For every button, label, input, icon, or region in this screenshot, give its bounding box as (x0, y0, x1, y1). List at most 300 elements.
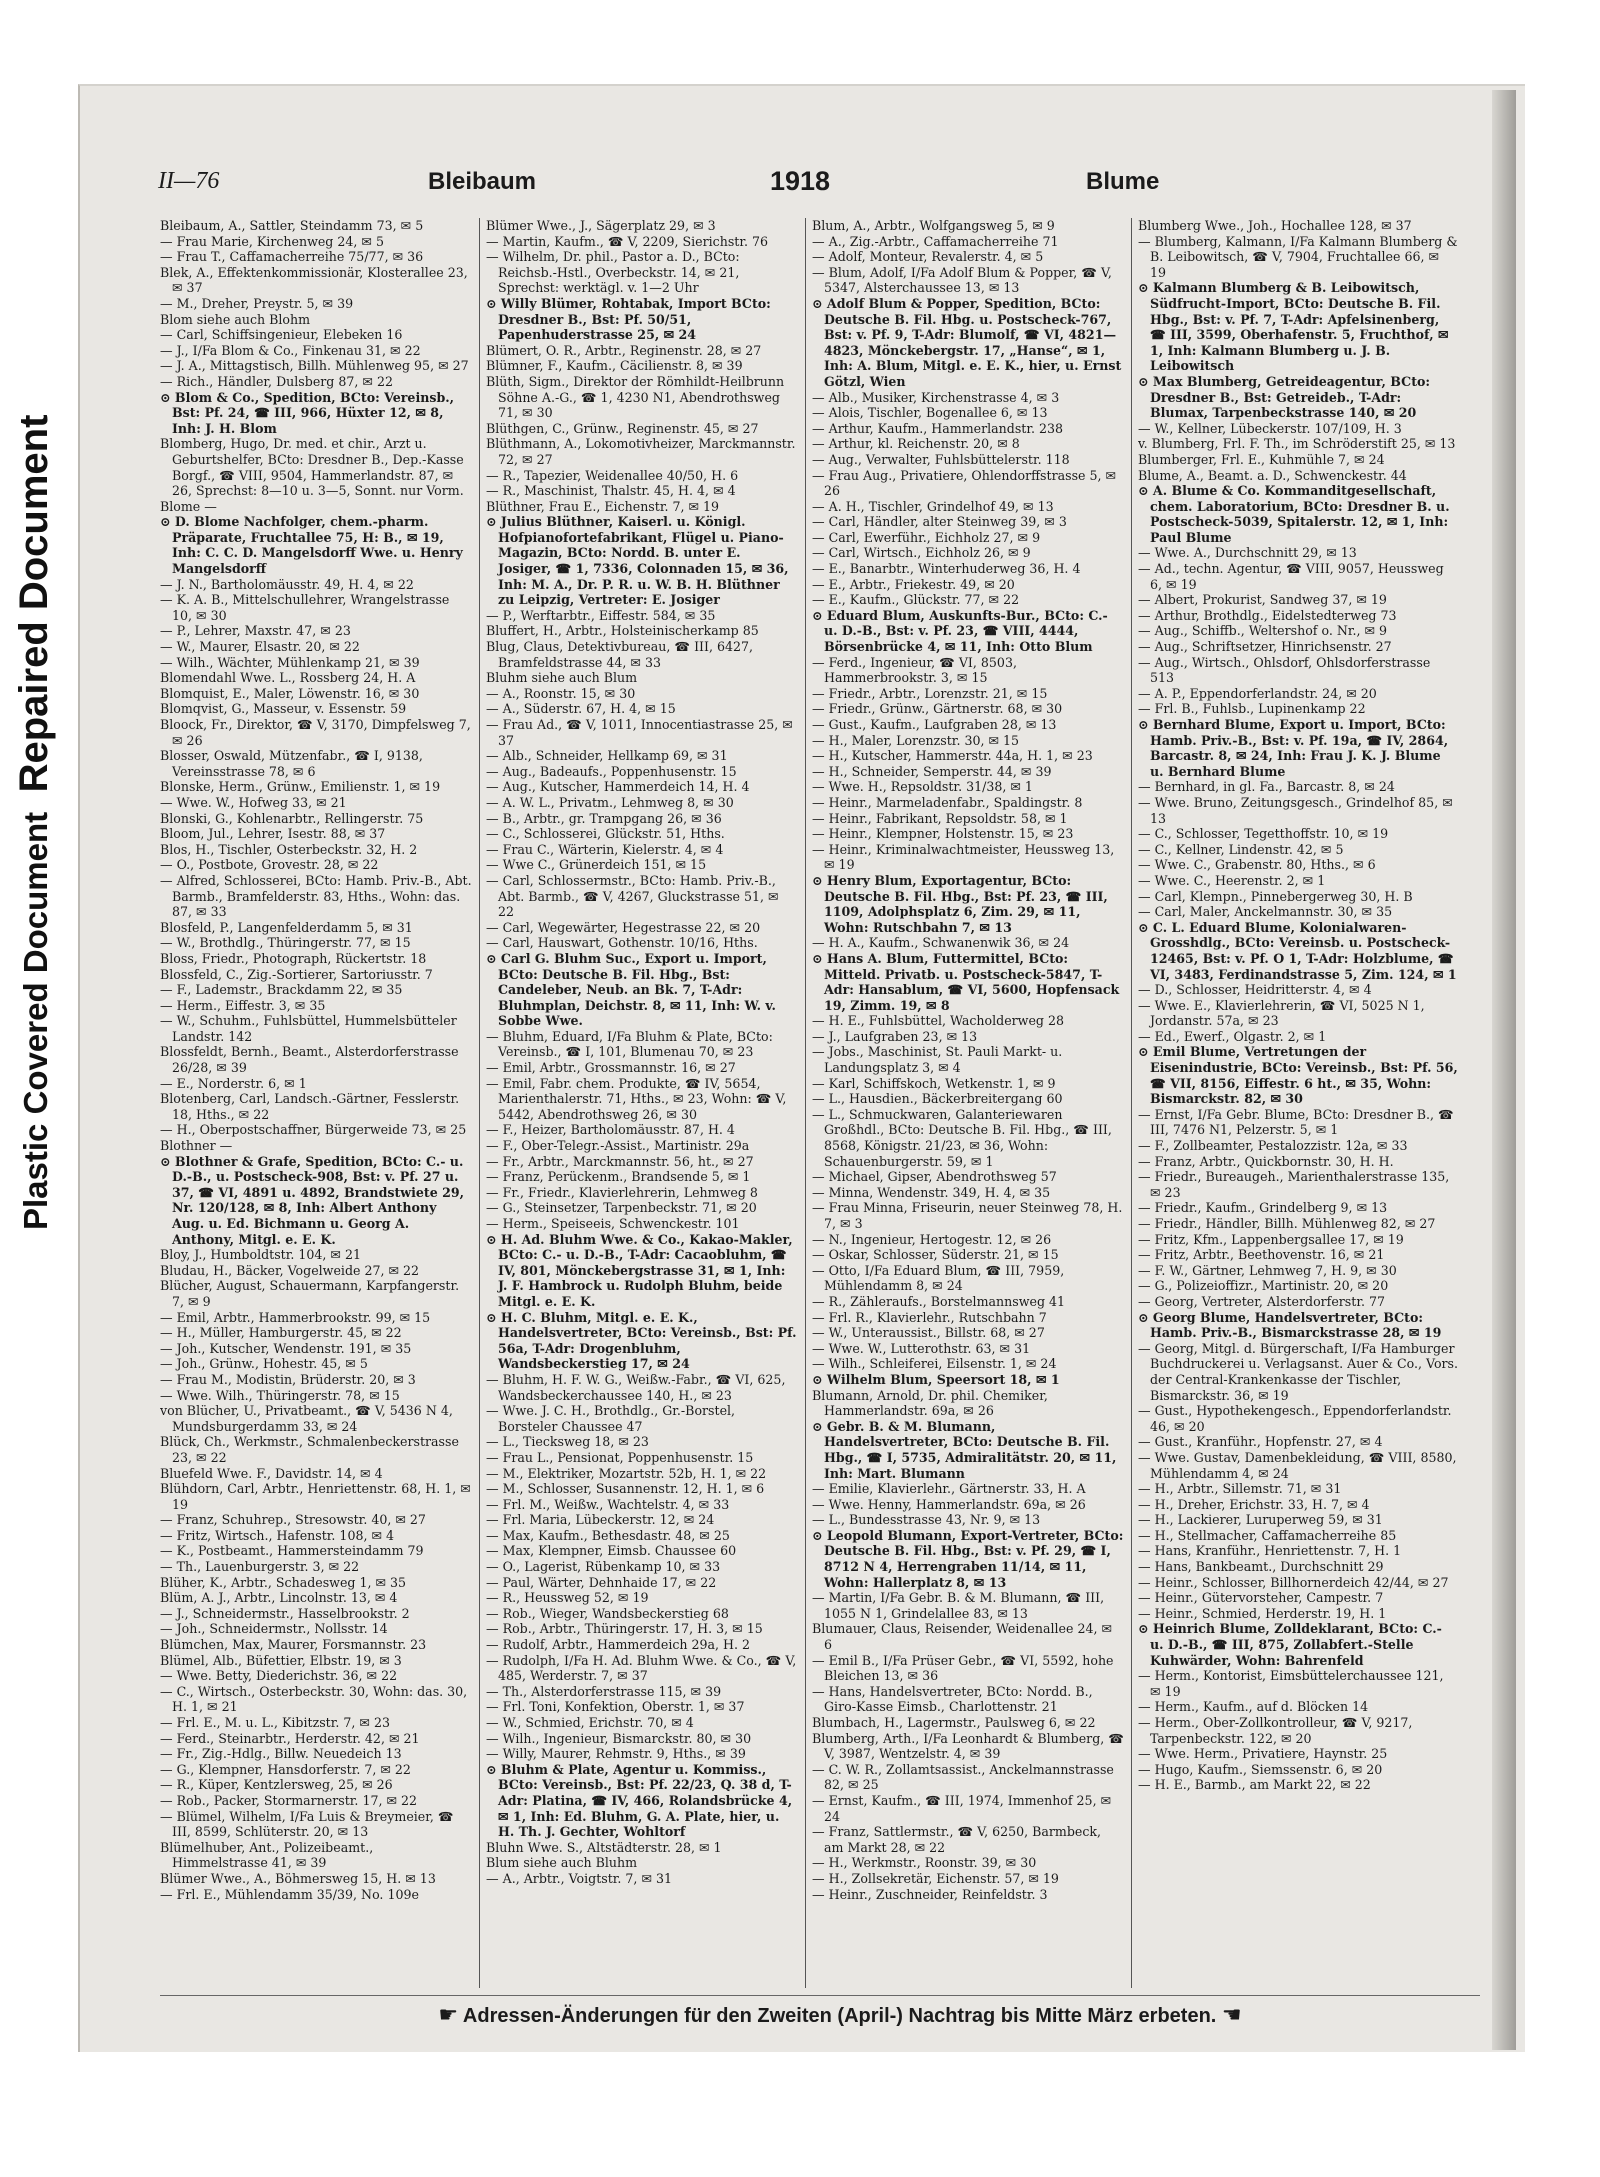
directory-entry: Blüth, Sigm., Direktor der Römhildt-Heilbrunn Söhne A.-G., ☎ 1, 4230 N1, Abendrothsweg 71, ✉ 30 (486, 373, 785, 421)
directory-entry: — Aug., Wirtsch., Ohlsdorf, Ohlsdorferstrasse 513 (1138, 654, 1431, 686)
directory-entry: — G., Steinsetzer, Tarpenbeckstr. 71, ✉ 20 (486, 1200, 757, 1216)
directory-entry: — H., Maler, Lorenzstr. 30, ✉ 15 (812, 732, 1020, 748)
directory-entry: — Franz, Schuhrep., Stresowstr. 40, ✉ 27 (160, 1512, 426, 1528)
directory-entry: — Fr., Arbtr., Marckmannstr. 56, ht., ✉ 27 (486, 1153, 754, 1169)
directory-entry: Bluefeld Wwe. F., Davidstr. 14, ✉ 4 (160, 1465, 383, 1481)
directory-entry: Blümert, O. R., Arbtr., Reginenstr. 28, ✉ 27 (486, 342, 762, 358)
directory-entry: — Rich., Händler, Dulsberg 87, ✉ 22 (160, 373, 393, 389)
directory-entry: — Emil, Fabr. chem. Produkte, ☎ IV, 5654, Marienthalerstr. 71, Hths., ✉ 23, Wohn: ☎ V, 5442, Abendrothsweg 26, ✉ 30 (486, 1075, 787, 1122)
directory-entry: — Aug., Badeaufs., Poppenhusenstr. 15 (486, 763, 737, 779)
firm-entry: ⊙ A. Blume & Co. Kommanditgesellschaft, chem. Laboratorium, BCto: Dresdner B. u. Postscheck-5039, Spitalerstr. 12, ✉ 1, Inh: Paul Blume (1138, 483, 1450, 545)
directory-entry: — Wwe. W., Lutterothstr. 63, ✉ 31 (812, 1340, 1031, 1356)
firm-entry: ⊙ Willy Blümer, Rohtabak, Import BCto: Dresdner B., Bst: Pf. 50/51, Papenhuderstrasse 25, ✉ 24 (486, 295, 771, 343)
directory-entry: — Herm., Eiffestr. 3, ✉ 35 (160, 997, 326, 1013)
directory-entry: — G., Polizeioffizr., Martinistr. 20, ✉ 20 (1138, 1278, 1389, 1294)
directory-entry: Blotenberg, Carl, Landsch.-Gärtner, Fesslerstr. 18, Hths., ✉ 22 (160, 1091, 460, 1122)
directory-entry: — R., Küper, Kentzlersweg, 25, ✉ 26 (160, 1777, 393, 1793)
directory-entry: — Wwe. J. C. H., Brothdlg., Gr.-Borstel, Borsteler Chaussee 47 (486, 1403, 736, 1434)
directory-entry: — H., Werkmstr., Roonstr. 39, ✉ 30 (812, 1855, 1037, 1871)
directory-entry: — Ernst, I/Fa Gebr. Blume, BCto: Dresdner B., ☎ III, 7476 N1, Pelzerstr. 5, ✉ 1 (1138, 1106, 1454, 1138)
firm-entry: ⊙ Julius Blüthner, Kaiserl. u. Königl. Hofpianofortefabrikant, Flügel u. Piano-Magazin, BCto: Nordd. B. unter E. Josiger, ☎ 1, 7336, Colonnaden 15, ✉ 36, Inh: M. A., Dr. P. R. u. W. B. H. Blüthner zu Leipzig, Vertreter: E. Josiger (486, 514, 789, 608)
directory-entry: Blothner — (160, 1138, 233, 1154)
directory-entry: — Frau Aug., Privatiere, Ohlendorffstrasse 5, ✉ 26 (812, 467, 1117, 499)
directory-entry: — Carl, Hauswart, Gothenstr. 10/16, Hths. (486, 935, 758, 951)
directory-entry: — Hans, Kranführ., Henriettenstr. 7, H. 1 (1138, 1543, 1402, 1559)
directory-entry: Blumberg Wwe., Joh., Hochallee 128, ✉ 37 (1138, 218, 1412, 233)
directory-entry: — Blum, Adolf, I/Fa Adolf Blum & Popper, ☎ V, 5347, Alsterchaussee 13, ✉ 13 (812, 264, 1112, 296)
directory-entry: — Jobs., Maschinist, St. Pauli Markt- u. Landungsplatz 3, ✉ 4 (812, 1044, 1063, 1076)
firm-entry: ⊙ Blothner & Grafe, Spedition, BCto: C.- u. D.-B., u. Postscheck-908, Bst: v. Pf. 27 u. 37, ☎ VI, 4891 u. 4892, Brandstwiete 29, Nr. 120/128, ✉ 8, Inh: Albert Anthony Aug. u. Ed. Bichmann u. Georg A. Anthony, Mitgl. e. E. K. (160, 1153, 465, 1247)
directory-entry: — Joh., Schneidermstr., Nollsstr. 14 (160, 1621, 388, 1637)
directory-entry: — Ed., Ewerf., Olgastr. 2, ✉ 1 (1138, 1028, 1327, 1044)
firm-entry: ⊙ Blom & Co., Spedition, BCto: Vereinsb., Bst: Pf. 24, ☎ III, 966, Hüxter 12, ✉ 8, Inh: J. H. Blom (160, 389, 455, 436)
directory-entry: — K. A. B., Mittelschullehrer, Wrangelstrasse 10, ✉ 30 (160, 592, 450, 623)
directory-entry: — Rudolph, I/Fa H. Ad. Bluhm Wwe. & Co., ☎ V, 485, Werderstr. 7, ✉ 37 (486, 1652, 797, 1684)
directory-entry: — H., Zollsekretär, Eichenstr. 57, ✉ 19 (812, 1870, 1059, 1886)
directory-entry: — Frl. B., Fuhlsb., Lupinenkamp 22 (1138, 701, 1366, 717)
directory-entry: — Alfred, Schlosserei, BCto: Hamb. Priv.-B., Abt. Barmb., Bramfelderstr. 83, Hths., Wohn: das. 87, ✉ 33 (160, 872, 472, 920)
directory-entry: — Wwe. E., Klavierlehrerin, ☎ VI, 5025 N 1, Jordanstr. 57a, ✉ 23 (1138, 997, 1425, 1029)
directory-entry: — O., Lagerist, Rübenkamp 10, ✉ 33 (486, 1559, 721, 1575)
directory-entry: — Carl, Klempn., Pinnebergerweg 30, H. B (1138, 888, 1413, 904)
directory-entry: — W., Kellner, Lübeckerstr. 107/109, H. 3 (1138, 420, 1402, 436)
directory-entry: — Heinr., Gütervorsteher, Campestr. 7 (1138, 1590, 1384, 1606)
directory-entry: Bluhm siehe auch Blum (486, 670, 638, 686)
directory-entry: Blome — (160, 498, 217, 514)
column-divider (1131, 218, 1132, 1988)
column-3 (812, 218, 1124, 1988)
firm-entry: ⊙ Kalmann Blumberg & B. Leibowitsch, Südfrucht-Import, BCto: Deutsche B. Fil. Hbg., Bst: v. Pf. 7, T-Adr: Apfelsinenberg, ☎ III, 3599, Oberhafenstr. 5, Fruchthof, ✉ 1, Inh: Kalmann Blumberg u. J. B. Leibowitsch (1138, 280, 1449, 374)
directory-entry: Bludau, H., Bäcker, Vogelweide 27, ✉ 22 (160, 1262, 420, 1278)
directory-entry: — Alb., Musiker, Kirchenstrasse 4, ✉ 3 (812, 389, 1060, 405)
directory-entry: Blümer Wwe., J., Sägerplatz 29, ✉ 3 (486, 218, 716, 233)
page-header (158, 164, 1158, 204)
firm-entry: ⊙ Adolf Blum & Popper, Spedition, BCto: Deutsche B. Fil. Hbg. u. Postscheck-767, Bst: v. Pf. 9, T-Adr: Blumolf, ☎ VI, 4821—4823, Mönckebergstr. 17, „Hanse“, ✉ 1, Inh: A. Blum, Mitgl. e. E. K., hier, u. Ernst Götzl, Wien (812, 295, 1122, 389)
directory-entry: — E., Banarbtr., Winterhuderweg 36, H. 4 (812, 561, 1081, 577)
directory-entry: — Carl, Ewerführ., Eichholz 27, ✉ 9 (812, 529, 1041, 545)
directory-entry: — W., Schuhm., Fuhlsbüttel, Hummelsbütteler Landstr. 142 (160, 1013, 457, 1044)
directory-entry: — Friedr., Kaufm., Grindelberg 9, ✉ 13 (1138, 1200, 1388, 1216)
directory-entry: — Friedr., Händler, Billh. Mühlenweg 82, ✉ 27 (1138, 1216, 1436, 1231)
directory-entry: — A., Roonstr. 15, ✉ 30 (486, 685, 636, 701)
directory-entry: — Rob., Arbtr., Thüringerstr. 17, H. 3, ✉ 15 (486, 1621, 763, 1637)
directory-entry: — Herm., Kaufm., auf d. Blöcken 14 (1138, 1699, 1369, 1715)
directory-entry: — L., Hausdien., Bäckerbreitergang 60 (812, 1091, 1063, 1107)
directory-entry: — Frau M., Modistin, Brüderstr. 20, ✉ 3 (160, 1371, 416, 1387)
directory-entry: — Gust., Hypothekengesch., Eppendorferlandstr. 46, ✉ 20 (1138, 1403, 1452, 1434)
directory-entry: Blossfeld, C., Zig.-Sortierer, Sartoriusstr. 7 (160, 966, 433, 982)
firm-entry: ⊙ Heinrich Blume, Zolldeklarant, BCto: C.- u. D.-B., ☎ III, 875, Zollabfert.-Stelle Kuhwärder, Wohn: Bahrenfeld (1138, 1621, 1442, 1668)
directory-entry: — H., Lackierer, Luruperweg 59, ✉ 31 (1138, 1512, 1383, 1528)
directory-entry: — E., Norderstr. 6, ✉ 1 (160, 1075, 307, 1091)
directory-entry: — O., Postbote, Grovestr. 28, ✉ 22 (160, 857, 379, 873)
directory-entry: — Frau Ad., ☎ V, 1011, Innocentiastrasse 25, ✉ 37 (486, 717, 793, 748)
directory-entry: — Wilh., Wächter, Mühlenkamp 21, ✉ 39 (160, 654, 420, 670)
directory-entry: — F., Lademstr., Brackdamm 22, ✉ 35 (160, 982, 403, 998)
directory-entry: Blomqvist, G., Masseur, v. Essenstr. 59 (160, 701, 407, 717)
directory-entry: — Friedr., Bureaugeh., Marienthalerstrasse 135, ✉ 23 (1138, 1169, 1450, 1200)
directory-entry: Bluhn Wwe. S., Altstädterstr. 28, ✉ 1 (486, 1839, 722, 1855)
directory-entry: — Frau T., Caffamacherreihe 75/77, ✉ 36 (160, 249, 424, 265)
directory-entry: — Heinr., Schmied, Herderstr. 19, H. 1 (1138, 1605, 1387, 1621)
firm-entry: ⊙ Eduard Blum, Auskunfts-Bur., BCto: C.- u. D.-B., Bst: v. Pf. 23, ☎ VIII, 4444, Börsenbrücke 4, ✉ 11, Inh: Otto Blum (812, 607, 1108, 655)
directory-entry: — Fr., Friedr., Klavierlehrerin, Lehmweg 8 (486, 1184, 758, 1200)
directory-entry: — Arthur, Kaufm., Hammerlandstr. 238 (812, 420, 1064, 436)
directory-entry: — K., Postbeamt., Hammersteindamm 79 (160, 1543, 424, 1559)
directory-entry: — C., Schlosserei, Glückstr. 51, Hths. (486, 826, 725, 842)
directory-entry: — Wwe. Gustav, Damenbekleidung, ☎ VIII, 8580, Mühlendamm 4, ✉ 24 (1138, 1449, 1457, 1481)
directory-entry: — R., Tapezier, Weidenallee 40/50, H. 6 (486, 467, 739, 483)
directory-entry: — Wwe. Wilh., Thüringerstr. 78, ✉ 15 (160, 1387, 400, 1403)
directory-entry: Blück, Ch., Werkmstr., Schmalenbeckerstrasse 23, ✉ 22 (160, 1434, 459, 1465)
directory-entry: — Wwe. W., Hofweg 33, ✉ 21 (160, 794, 347, 810)
directory-entry: — Heinr., Schlosser, Billhornerdeich 42/44, ✉ 27 (1138, 1574, 1449, 1590)
directory-entry: — M., Elektriker, Mozartstr. 52b, H. 1, ✉ 22 (486, 1465, 767, 1481)
footer-notice (300, 2002, 1380, 2032)
directory-entry: Blumberg, Arth., I/Fa Leonhardt & Blumberg, ☎ V, 3987, Wentzelstr. 4, ✉ 39 (812, 1730, 1124, 1762)
directory-entry: — Emil B., I/Fa Prüser Gebr., ☎ VI, 5592, hohe Bleichen 13, ✉ 36 (812, 1652, 1114, 1684)
directory-entry: Blum siehe auch Bluhm (486, 1855, 638, 1871)
directory-entry: — A., Arbtr., Voigtstr. 7, ✉ 31 (486, 1870, 673, 1886)
directory-entry: Bloom, Jul., Lehrer, Isestr. 88, ✉ 37 (160, 826, 386, 842)
directory-entry: Blüthner, Frau E., Eichenstr. 7, ✉ 19 (486, 498, 720, 514)
firm-entry: ⊙ Hans A. Blum, Futtermittel, BCto: Mitteld. Privatb. u. Postscheck-5847, T-Adr: Hansablum, ☎ VI, 5600, Hopfensack 19, Zimm. 19, ✉ 8 (812, 950, 1120, 1013)
directory-entry: — Minna, Wendenstr. 349, H. 4, ✉ 35 (812, 1184, 1051, 1200)
directory-entry: — Michael, Gipser, Abendrothsweg 57 (812, 1169, 1057, 1185)
directory-entry: — Heinr., Zuschneider, Reinfeldstr. 3 (812, 1886, 1048, 1902)
directory-entry: — N., Ingenieur, Hertogestr. 12, ✉ 26 (812, 1231, 1052, 1247)
firm-entry: ⊙ Max Blumberg, Getreideagentur, BCto: Dresdner B., Bst: Getreideb., T-Adr: Blumax, Tarpenbeckstrasse 140, ✉ 20 (1138, 373, 1431, 421)
directory-entry: — Frl. E., M. u. L., Kibitzstr. 7, ✉ 23 (160, 1715, 390, 1730)
directory-entry: Blümer Wwe., A., Böhmersweg 15, H. ✉ 13 (160, 1870, 436, 1886)
directory-entry: — J. N., Bartholomäusstr. 49, H. 4, ✉ 22 (160, 576, 414, 592)
directory-entry: — Franz, Arbtr., Quickbornstr. 30, H. H. (1138, 1153, 1394, 1169)
directory-entry: — Carl, Maler, Anckelmannstr. 30, ✉ 35 (1138, 904, 1393, 920)
firm-entry: ⊙ Bluhm & Plate, Agentur u. Kommiss., BCto: Vereinsb., Bst: Pf. 22/23, Q. 38 d, T-Adr: Platina, ☎ IV, 466, Rolandsbrücke 4, ✉ 1, Inh: Ed. Bluhm, G. A. Plate, hier, u. H. Th. J. Gechter, Wohltorf (486, 1761, 793, 1840)
footer-text: Adressen-Änderungen für den Zweiten (April-) Nachtrag bis Mitte März erbeten. (462, 2005, 1217, 2027)
directory-entry: — Heinr., Kriminalwachtmeister, Heussweg 13, ✉ 19 (812, 841, 1115, 873)
directory-entry: — Carl, Wirtsch., Eichholz 26, ✉ 9 (812, 545, 1031, 561)
column-4 (1138, 218, 1458, 1988)
directory-entry: — Paul, Wärter, Dehnhaide 17, ✉ 22 (486, 1574, 717, 1590)
directory-entry: — Wwe. A., Durchschnitt 29, ✉ 13 (1138, 545, 1357, 561)
directory-entry: Blum, A., Arbtr., Wolfgangsweg 5, ✉ 9 (812, 218, 1055, 233)
directory-entry: Bloock, Fr., Direktor, ☎ V, 3170, Dimpfelsweg 7, ✉ 26 (160, 717, 471, 748)
directory-entry: — Hans, Bankbeamt., Durchschnitt 29 (1138, 1559, 1384, 1575)
directory-entry: — Ferd., Ingenieur, ☎ VI, 8503, Hammerbrookstr. 3, ✉ 15 (812, 654, 1017, 686)
directory-entry: — Willy, Maurer, Rehmstr. 9, Hths., ✉ 39 (486, 1746, 746, 1762)
directory-entry: — Wwe. C., Heerenstr. 2, ✉ 1 (1138, 872, 1326, 888)
directory-entry: — H., Oberpostschaffner, Bürgerweide 73, ✉ 25 (160, 1122, 467, 1138)
directory-entry: — Hugo, Kaufm., Siemssenstr. 6, ✉ 20 (1138, 1761, 1383, 1777)
directory-entry: — H., Dreher, Erichstr. 33, H. 7, ✉ 4 (1138, 1496, 1370, 1512)
directory-entry: — P., Lehrer, Maxstr. 47, ✉ 23 (160, 623, 351, 639)
directory-entry: Blumbach, H., Lagermstr., Paulsweg 6, ✉ 22 (812, 1715, 1096, 1730)
directory-entry: — Joh., Grünw., Hohestr. 45, ✉ 5 (160, 1356, 368, 1372)
pointing-hand-left-icon: ☚ (1221, 2002, 1242, 2027)
directory-entry: — Arthur, Brothdlg., Eidelstedterweg 73 (1138, 607, 1397, 623)
directory-entry: v. Blumberg, Frl. F. Th., im Schröderstift 25, ✉ 13 (1138, 436, 1456, 452)
directory-entry: — Ernst, Kaufm., ☎ III, 1974, Immenhof 25, ✉ 24 (812, 1792, 1112, 1824)
directory-entry: — F., Zollbeamter, Pestalozzistr. 12a, ✉ 33 (1138, 1138, 1408, 1154)
directory-entry: — H., Schneider, Semperstr. 44, ✉ 39 (812, 763, 1052, 779)
directory-entry: Blumann, Arnold, Dr. phil. Chemiker, Hammerlandstr. 69a, ✉ 26 (812, 1387, 1048, 1419)
directory-entry: — Emil, Arbtr., Hammerbrookstr. 99, ✉ 15 (160, 1309, 431, 1325)
directory-entry: — G., Klempner, Hansdorferstr. 7, ✉ 22 (160, 1761, 411, 1777)
directory-entry: — Hans, Handelsvertreter, BCto: Nordd. B., Giro-Kasse Eimsb., Charlottenstr. 21 (812, 1683, 1093, 1715)
directory-entry: — C., Kellner, Lindenstr. 42, ✉ 5 (1138, 841, 1344, 857)
directory-entry: Blomberg, Hugo, Dr. med. et chir., Arzt u. Geburtshelfer, BCto: Dresdner B., Dep.-Kasse Borgf., ☎ VIII, 9504, Hammerlandstr. 87, ✉ 26, Sprechst: 8—10 u. 3—5, Sonnt. nur Vorm. (160, 436, 464, 499)
header-first-entry: Bleibaum (428, 168, 537, 195)
directory-entry: — H. E., Fuhlsbüttel, Wacholderweg 28 (812, 1013, 1065, 1029)
directory-entry: Bloss, Friedr., Photograph, Rückertstr. 18 (160, 950, 427, 966)
directory-entry: Blücher, August, Schauermann, Karpfangerstr. 7, ✉ 9 (160, 1278, 460, 1309)
directory-entry: — Fritz, Kfm., Lappenbergsallee 17, ✉ 19 (1138, 1231, 1404, 1247)
directory-entry: — Friedr., Arbtr., Lorenzstr. 21, ✉ 15 (812, 685, 1048, 701)
side-label-plastic: Plastic Covered Document (17, 811, 54, 1230)
directory-entry: — R., Zähleraufs., Borstelmannsweg 41 (812, 1293, 1066, 1309)
firm-entry: ⊙ H. C. Bluhm, Mitgl. e. E. K., Handelsvertreter, BCto: Vereinsb., Bst: Pf. 56a, T-Adr: Drogenbluhm, Wandsbeckerstieg 17, ✉ 24 (486, 1309, 797, 1372)
directory-entry: Blomendahl Wwe. L., Rossberg 24, H. A (160, 670, 416, 686)
side-label (12, 415, 57, 1230)
column-divider (805, 218, 806, 1988)
directory-entry: — Wilh., Schleiferei, Eilsenstr. 1, ✉ 24 (812, 1356, 1057, 1372)
directory-entry: — Emilie, Klavierlehr., Gärtnerstr. 33, H. A (812, 1481, 1086, 1497)
directory-entry: — Albert, Prokurist, Sandweg 37, ✉ 19 (1138, 592, 1387, 608)
directory-entry: — Ferd., Steinarbtr., Herderstr. 42, ✉ 21 (160, 1730, 420, 1746)
column-1 (160, 218, 472, 1988)
directory-entry: — Rob., Packer, Stormarnerstr. 17, ✉ 22 (160, 1792, 418, 1808)
firm-entry: ⊙ Carl G. Bluhm Suc., Export u. Import, BCto: Deutsche B. Fil. Hbg., Bst: Candeleber, Neub. an Bk. 7, T-Adr: Bluhmplan, Deichstr. 8, ✉ 11, Inh: W. v. Sobbe Wwe. (486, 950, 776, 1029)
directory-entry: — Bluhm, H. F. W. G., Weißw.-Fabr., ☎ VI, 625, Wandsbeckerchaussee 140, H., ✉ 23 (486, 1371, 786, 1403)
directory-entry: — R., Maschinist, Thalstr. 45, H. 4, ✉ 4 (486, 483, 736, 499)
directory-entry: — B., Arbtr., gr. Trampgang 26, ✉ 36 (486, 810, 722, 826)
directory-entry: — W., Schmied, Erichstr. 70, ✉ 4 (486, 1715, 694, 1730)
page-edge (1492, 90, 1516, 2050)
directory-entry: — J. A., Mittagstisch, Billh. Mühlenweg 95, ✉ 27 (160, 358, 469, 374)
directory-entry: Blos, H., Tischler, Osterbeckstr. 32, H. 2 (160, 841, 418, 857)
footer-rule (160, 1995, 1480, 1996)
directory-entry: — A., Süderstr. 67, H. 4, ✉ 15 (486, 701, 676, 717)
directory-entry: Blom siehe auch Blohm (160, 311, 311, 327)
directory-entry: — A. P., Eppendorferlandstr. 24, ✉ 20 (1138, 685, 1377, 701)
directory-entry: Blüthgen, C., Grünw., Reginenstr. 45, ✉ 27 (486, 420, 759, 436)
column-divider (479, 218, 480, 1988)
directory-entry: — Emil, Arbtr., Grossmannstr. 16, ✉ 27 (486, 1060, 736, 1076)
directory-entry: — Wwe. Bruno, Zeitungsgesch., Grindelhof 85, ✉ 13 (1138, 794, 1453, 826)
directory-entry: Blug, Claus, Detektivbureau, ☎ III, 6427, Bramfeldstrasse 44, ✉ 33 (486, 639, 754, 670)
directory-entry: — Carl, Wegewärter, Hegestrasse 22, ✉ 20 (486, 919, 761, 935)
directory-entry: — F., Heizer, Bartholomäusstr. 87, H. 4 (486, 1122, 735, 1138)
directory-entry: Blümel, Alb., Büfettier, Elbstr. 19, ✉ 3 (160, 1652, 402, 1668)
directory-entry: — J., Laufgraben 23, ✉ 13 (812, 1028, 978, 1044)
directory-entry: — H., Kutscher, Hammerstr. 44a, H. 1, ✉ 23 (812, 748, 1093, 764)
directory-entry: — Frau Marie, Kirchenweg 24, ✉ 5 (160, 233, 384, 249)
directory-entry: — Adolf, Monteur, Revalerstr. 4, ✉ 5 (812, 249, 1044, 265)
directory-entry: Bluffert, H., Arbtr., Holsteinischerkamp 85 (486, 623, 759, 639)
directory-entry: — Arthur, kl. Reichenstr. 20, ✉ 8 (812, 436, 1020, 452)
directory-entry: — Aug., Schriftsetzer, Hinrichsenstr. 27 (1138, 639, 1392, 655)
directory-entry: — Wwe. Henny, Hammerlandstr. 69a, ✉ 26 (812, 1496, 1086, 1512)
directory-entry: — Frl. R., Klavierlehr., Rutschbahn 7 (812, 1309, 1047, 1325)
directory-entry: — Heinr., Fabrikant, Repsoldstr. 58, ✉ 1 (812, 810, 1068, 826)
directory-entry: — Joh., Kutscher, Wendenstr. 191, ✉ 35 (160, 1340, 412, 1356)
directory-entry: — Fritz, Wirtsch., Hafenstr. 108, ✉ 4 (160, 1527, 395, 1543)
directory-entry: — Blümel, Wilhelm, I/Fa Luis & Breymeier, ☎ III, 8599, Schlüterstr. 20, ✉ 13 (160, 1808, 454, 1840)
directory-entry: Blüm, A. J., Arbtr., Lincolnstr. 13, ✉ 4 (160, 1590, 398, 1606)
directory-entry: Blomquist, E., Maler, Löwenstr. 16, ✉ 30 (160, 685, 420, 701)
directory-entry: Blümner, F., Kaufm., Cäcilienstr. 8, ✉ 39 (486, 358, 743, 374)
directory-entry: — Bernhard, in gl. Fa., Barcastr. 8, ✉ 24 (1138, 779, 1395, 795)
header-year: 1918 (770, 166, 831, 196)
directory-entry: — M., Dreher, Preystr. 5, ✉ 39 (160, 295, 354, 311)
directory-entry: — Franz, Perückenm., Brandsende 5, ✉ 1 (486, 1169, 751, 1185)
directory-entry: — Oskar, Schlosser, Süderstr. 21, ✉ 15 (812, 1247, 1059, 1263)
directory-entry: — Alois, Tischler, Bogenallee 6, ✉ 13 (812, 405, 1048, 421)
directory-entry: Blümchen, Max, Maurer, Forsmannstr. 23 (160, 1637, 427, 1653)
page-number: II—76 (158, 168, 220, 194)
directory-entry: — Gust., Kranführ., Hopfenstr. 27, ✉ 4 (1138, 1434, 1383, 1450)
directory-entry: — W., Brothdlg., Thüringerstr. 77, ✉ 15 (160, 935, 411, 951)
firm-entry: ⊙ D. Blome Nachfolger, chem.-pharm. Präparate, Fruchtallee 75, H: B., ✉ 19, Inh: C. C. D. Mangelsdorff Wwe. u. Henry Mangelsdorff (160, 514, 463, 577)
directory-entry: — D., Schlosser, Heidritterstr. 4, ✉ 4 (1138, 982, 1372, 998)
directory-entry: — Georg, Mitgl. d. Bürgerschaft, I/Fa Hamburger Buchdruckerei u. Verlagsanst. Auer & Co., Vors. der Central-Krankenkasse der Tischler, Bismarckstr. 36, ✉ 19 (1138, 1340, 1458, 1403)
directory-entry: — H., Müller, Hamburgerstr. 45, ✉ 22 (160, 1325, 402, 1341)
directory-entry: — C., Schlosser, Tegetthoffstr. 10, ✉ 19 (1138, 826, 1389, 842)
directory-entry: — Martin, I/Fa Gebr. B. & M. Blumann, ☎ III, 1055 N 1, Grindelallee 83, ✉ 13 (812, 1590, 1105, 1621)
directory-entry: — Frl. M., Weißw., Wachtelstr. 4, ✉ 33 (486, 1496, 730, 1512)
column-2 (486, 218, 798, 1988)
directory-entry: — A. H., Tischler, Grindelhof 49, ✉ 13 (812, 498, 1054, 514)
firm-entry: ⊙ Emil Blume, Vertretungen der Eisenindustrie, BCto: Vereinsb., Bst: Pf. 56, ☎ VII, 8156, Eiffestr. 6 ht., ✉ 35, Wohn: Bismarckstr. 82, ✉ 30 (1138, 1044, 1458, 1107)
directory-entry: Blümelhuber, Ant., Polizeibeamt., Himmelstrasse 41, ✉ 39 (160, 1839, 374, 1871)
directory-entry: — Fr., Zig.-Hdlg., Billw. Neuedeich 13 (160, 1746, 402, 1762)
directory-entry: — L., Bundesstrasse 43, Nr. 9, ✉ 13 (812, 1512, 1041, 1528)
directory-entry: — L., Schmuckwaren, Galanteriewaren Großhdl., BCto: Deutsche B. Fil. Hbg., ☎ III, 8568, Königstr. 21/23, ✉ 36, Wohn: Schauenburgerstr. 59, ✉ 1 (812, 1106, 1112, 1169)
directory-entry: — Aug., Verwalter, Fuhlsbüttelerstr. 118 (812, 451, 1070, 467)
directory-entry: — Georg, Vertreter, Alsterdorferstr. 77 (1138, 1293, 1385, 1309)
page-margin (1515, 40, 1600, 2100)
directory-entry: — Max, Kaufm., Bethesdastr. 48, ✉ 25 (486, 1527, 730, 1543)
directory-entry: Blüthmann, A., Lokomotivheizer, Marckmannstr. 72, ✉ 27 (486, 436, 796, 467)
directory-entry: Blosfeld, P., Langenfelderdamm 5, ✉ 31 (160, 919, 413, 935)
directory-entry: — Wwe. Herm., Privatiere, Haynstr. 25 (1138, 1746, 1388, 1762)
directory-columns (160, 218, 1470, 1988)
directory-entry: — Fritz, Arbtr., Beethovenstr. 16, ✉ 21 (1138, 1247, 1385, 1263)
directory-entry: — Carl, Händler, alter Steinweg 39, ✉ 3 (812, 514, 1067, 530)
directory-entry: — Herm., Ober-Zollkontrolleur, ☎ V, 9217, Tarpenbeckstr. 122, ✉ 20 (1138, 1715, 1413, 1746)
directory-entry: — A. W. L., Privatm., Lehmweg 8, ✉ 30 (486, 794, 734, 810)
directory-entry: — H. A., Kaufm., Schwanenwik 36, ✉ 24 (812, 935, 1070, 951)
directory-entry: — Wilh., Ingenieur, Bismarckstr. 80, ✉ 30 (486, 1730, 752, 1746)
directory-entry: — Herm., Speiseeis, Schwenckestr. 101 (486, 1216, 740, 1231)
firm-entry: ⊙ Leopold Blumann, Export-Vertreter, BCto: Deutsche B. Fil. Hbg., Bst: v. Pf. 29, ☎ I, 8712 N 4, Herrengraben 11/14, ✉ 11, Wohn: Hallerplatz 8, ✉ 13 (812, 1527, 1124, 1590)
directory-entry: — Frl. E., Mühlendamm 35/39, No. 109e (160, 1886, 419, 1902)
directory-entry: — Martin, Kaufm., ☎ V, 2209, Sierichstr. 76 (486, 233, 769, 249)
directory-entry: von Blücher, U., Privatbeamt., ☎ V, 5436 N 4, Mundsburgerdamm 33, ✉ 24 (160, 1403, 453, 1434)
pointing-hand-right-icon: ☛ (438, 2002, 459, 2027)
directory-entry: — Heinr., Klempner, Holstenstr. 15, ✉ 23 (812, 826, 1074, 842)
directory-entry: — Friedr., Grünw., Gärtnerstr. 68, ✉ 30 (812, 701, 1063, 717)
directory-entry: — Max, Klempner, Eimsb. Chaussee 60 (486, 1543, 737, 1559)
directory-entry: — Gust., Kaufm., Laufgraben 28, ✉ 13 (812, 717, 1057, 732)
directory-entry: — Frau L., Pensionat, Poppenhusenstr. 15 (486, 1449, 754, 1465)
directory-entry: — P., Werftarbtr., Eiffestr. 584, ✉ 35 (486, 607, 716, 623)
directory-entry: — A., Zig.-Arbtr., Caffamacherreihe 71 (812, 233, 1059, 249)
directory-entry: — Rudolf, Arbtr., Hammerdeich 29a, H. 2 (486, 1637, 751, 1653)
directory-entry: Blossfeldt, Bernh., Beamt., Alsterdorferstrasse 26/28, ✉ 39 (160, 1044, 459, 1076)
directory-entry: — F., Ober-Telegr.-Assist., Martinistr. 29a (486, 1138, 750, 1154)
firm-entry: ⊙ Bernhard Blume, Export u. Import, BCto: Hamb. Priv.-B., Bst: v. Pf. 19a, ☎ IV, 2864, Barcastr. 8, ✉ 24, Inh: Frau J. K. J. Blume u. Bernhard Blume (1138, 717, 1449, 779)
directory-entry: — L., Tiecksweg 18, ✉ 23 (486, 1434, 649, 1450)
directory-entry: Blumauer, Claus, Reisender, Weidenallee 24, ✉ 6 (812, 1621, 1113, 1653)
directory-entry: — Rob., Wieger, Wandsbeckerstieg 68 (486, 1605, 729, 1621)
directory-entry: — Frl. Toni, Konfektion, Oberstr. 1, ✉ 37 (486, 1699, 745, 1715)
directory-entry: — H., Stellmacher, Caffamacherreihe 85 (1138, 1527, 1397, 1543)
directory-entry: — Wwe. H., Repsoldstr. 31/38, ✉ 1 (812, 779, 1033, 795)
directory-entry: Blüher, K., Arbtr., Schadesweg 1, ✉ 35 (160, 1574, 407, 1590)
directory-entry: — Herm., Kontorist, Eimsbüttelerchaussee 121, ✉ 19 (1138, 1668, 1444, 1699)
directory-entry: — Frl. Maria, Lübeckerstr. 12, ✉ 24 (486, 1512, 715, 1528)
directory-entry: — Blumberg, Kalmann, I/Fa Kalmann Blumberg & B. Leibowitsch, ☎ V, 7904, Fruchtallee 66, ✉ 19 (1138, 233, 1458, 280)
directory-entry: — E., Kaufm., Glückstr. 77, ✉ 22 (812, 592, 1020, 608)
directory-entry: — Bluhm, Eduard, I/Fa Bluhm & Plate, BCto: Vereinsb., ☎ I, 101, Blumenau 70, ✉ 23 (486, 1028, 773, 1060)
directory-entry: — Karl, Schiffskoch, Wetkenstr. 1, ✉ 9 (812, 1075, 1056, 1091)
side-label-repaired: Repaired Document (12, 414, 56, 793)
directory-entry: — W., Unteraussist., Billstr. 68, ✉ 27 (812, 1325, 1045, 1341)
directory-entry: — C., Wirtsch., Osterbeckstr. 30, Wohn: das. 30, H. 1, ✉ 21 (160, 1683, 468, 1715)
directory-entry: — R., Heussweg 52, ✉ 19 (486, 1590, 649, 1606)
directory-entry: — J., I/Fa Blom & Co., Finkenau 31, ✉ 22 (160, 342, 421, 358)
firm-entry: ⊙ Gebr. B. & M. Blumann, Handelsvertreter, BCto: Deutsche B. Fil. Hbg., ☎ I, 5735, Admiralitätstr. 20, ✉ 11, Inh: Mart. Blumann (812, 1418, 1117, 1481)
directory-entry: — M., Schlosser, Susannenstr. 12, H. 1, ✉ 6 (486, 1481, 765, 1497)
directory-entry: — Wwe. C., Grabenstr. 80, Hths., ✉ 6 (1138, 857, 1376, 873)
firm-entry: ⊙ H. Ad. Bluhm Wwe. & Co., Kakao-Makler, BCto: C.- u. D.-B., T-Adr: Cacaobluhm, ☎ IV, 801, Mönckebergstrasse 31, ✉ 1, Inh: J. F. Hambrock u. Rudolph Bluhm, beide Mitgl. e. E. K. (486, 1231, 793, 1309)
firm-entry: ⊙ Wilhelm Blum, Speersort 18, ✉ 1 (812, 1371, 1060, 1387)
directory-entry: — Aug., Kutscher, Hammerdeich 14, H. 4 (486, 779, 750, 795)
directory-entry: — Th., Lauenburgerstr. 3, ✉ 22 (160, 1559, 360, 1575)
directory-entry: — J., Schneidermstr., Hasselbrookstr. 2 (160, 1605, 410, 1621)
directory-entry: Bloy, J., Humboldtstr. 104, ✉ 21 (160, 1247, 362, 1263)
directory-entry: — Otto, I/Fa Eduard Blum, ☎ III, 7959, Mühlendamm 8, ✉ 24 (812, 1262, 1065, 1294)
directory-entry: — Aug., Schiffb., Weltershof o. Nr., ✉ 9 (1138, 623, 1388, 639)
header-last-entry: Blume (1086, 168, 1160, 195)
directory-entry: — Frau C., Wärterin, Kielerstr. 4, ✉ 4 (486, 841, 724, 857)
directory-entry: — Wilhelm, Dr. phil., Pastor a. D., BCto: Reichsb.-Hstl., Overbeckstr. 14, ✉ 21, Sprechst: werktägl. v. 1—2 Uhr (486, 249, 740, 296)
directory-entry: Blumberger, Frl. E., Kuhmühle 7, ✉ 24 (1138, 451, 1385, 467)
firm-entry: ⊙ C. L. Eduard Blume, Kolonialwaren-Grosshdlg., BCto: Vereinsb. u. Postscheck-12465, Bst: v. Pf. O 1, T-Adr: Holzblume, ☎ VI, 3483, Ferdinandstrasse 5, Zim. 124, ✉ 1 (1138, 919, 1457, 982)
directory-entry: — F. W., Gärtner, Lehmweg 7, H. 9, ✉ 30 (1138, 1262, 1397, 1278)
directory-entry: — W., Maurer, Elsastr. 20, ✉ 22 (160, 639, 360, 655)
directory-entry: — H. E., Barmb., am Markt 22, ✉ 22 (1138, 1777, 1371, 1793)
directory-entry: Bleibaum, A., Sattler, Steindamm 73, ✉ 5 (160, 218, 424, 233)
directory-entry: — Frau Minna, Friseurin, neuer Steinweg 78, H. 7, ✉ 3 (812, 1200, 1123, 1231)
directory-entry: — Carl, Schiffsingenieur, Elebeken 16 (160, 327, 403, 343)
directory-entry: — Wwe. Betty, Diederichstr. 36, ✉ 22 (160, 1668, 398, 1684)
directory-entry: — C. W. R., Zollamtsassist., Anckelmannstrasse 82, ✉ 25 (812, 1761, 1114, 1793)
directory-entry: Blonske, Herm., Grünw., Emilienstr. 1, ✉ 19 (160, 779, 441, 795)
directory-entry: — Alb., Schneider, Hellkamp 69, ✉ 31 (486, 748, 728, 764)
directory-entry: Blek, A., Effektenkommissionär, Klosterallee 23, ✉ 37 (160, 264, 468, 296)
directory-entry: Blume, A., Beamt. a. D., Schwenckestr. 44 (1138, 467, 1407, 483)
directory-entry: — H., Arbtr., Sillemstr. 71, ✉ 31 (1138, 1481, 1342, 1497)
directory-entry: — Franz, Sattlermstr., ☎ V, 6250, Barmbeck, am Markt 28, ✉ 22 (812, 1824, 1102, 1855)
firm-entry: ⊙ Georg Blume, Handelsvertreter, BCto: Hamb. Priv.-B., Bismarckstrasse 28, ✉ 19 (1138, 1309, 1442, 1341)
directory-entry: Blühdorn, Carl, Arbtr., Henriettenstr. 68, H. 1, ✉ 19 (160, 1481, 471, 1512)
directory-entry: — Wwe C., Grünerdeich 151, ✉ 15 (486, 857, 707, 873)
directory-entry: — Carl, Schlossermstr., BCto: Hamb. Priv.-B., Abt. Barmb., ☎ V, 4267, Gluckstrasse 51, ✉ 22 (486, 872, 779, 920)
firm-entry: ⊙ Henry Blum, Exportagentur, BCto: Deutsche B. Fil. Hbg., Bst: Pf. 23, ☎ III, 1109, Adolphsplatz 6, Zim. 29, ✉ 11, Wohn: Rutschbahn 7, ✉ 13 (812, 872, 1108, 935)
